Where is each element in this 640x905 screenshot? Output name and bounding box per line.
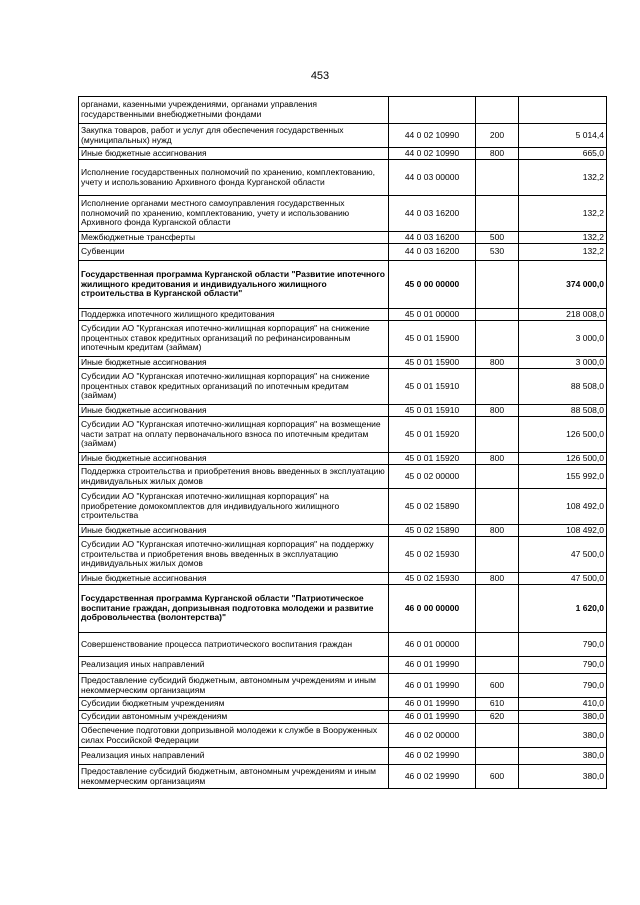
table-row	[79, 97, 607, 124]
row-code: 45 0 02 15890	[389, 489, 476, 525]
table-row	[79, 698, 607, 711]
row-name: Исполнение органами местного самоуправления государственных полномочий по хранению, комплектованию, учету и использованию Архивного фонда Курганской области	[79, 196, 389, 232]
row-name: Исполнение государственных полномочий по хранению, комплектованию, учету и использованию Архивного фонда Курганской области	[79, 160, 389, 196]
row-expense-type	[476, 633, 519, 657]
row-amount: 155 992,0	[519, 465, 607, 489]
row-name: Субсидии АО "Курганская ипотечно-жилищная корпорация" на приобретение домокомплектов для индивидуального жилищного строительства	[79, 489, 389, 525]
table-row	[79, 453, 607, 465]
row-amount: 380,0	[519, 748, 607, 765]
row-expense-type: 800	[476, 357, 519, 369]
row-expense-type: 600	[476, 765, 519, 789]
row-code: 45 0 01 00000	[389, 309, 476, 321]
row-code: 45 0 01 15910	[389, 405, 476, 417]
row-amount: 410,0	[519, 698, 607, 711]
row-name: Обеспечение подготовки допризывной молодежи к службе в Вооруженных силах Российской Федерации	[79, 724, 389, 748]
row-name: Субвенции	[79, 244, 389, 261]
row-code: 46 0 02 00000	[389, 724, 476, 748]
row-code: 45 0 02 15890	[389, 525, 476, 537]
table-row	[79, 765, 607, 789]
row-code: 44 0 03 16200	[389, 232, 476, 244]
row-expense-type	[476, 321, 519, 357]
row-name: Иные бюджетные ассигнования	[79, 525, 389, 537]
row-amount: 665,0	[519, 148, 607, 160]
row-amount: 790,0	[519, 674, 607, 698]
row-name: Иные бюджетные ассигнования	[79, 148, 389, 160]
page-number: 453	[310, 70, 330, 82]
row-expense-type: 800	[476, 148, 519, 160]
row-expense-type	[476, 585, 519, 633]
row-code: 46 0 02 19990	[389, 748, 476, 765]
table-row	[79, 261, 607, 309]
table-row	[79, 417, 607, 453]
table-row	[79, 674, 607, 698]
row-code: 46 0 01 19990	[389, 698, 476, 711]
row-name: Реализация иных направлений	[79, 748, 389, 765]
row-expense-type	[476, 748, 519, 765]
row-name: Реализация иных направлений	[79, 657, 389, 674]
budget-table-body	[79, 97, 607, 789]
row-expense-type	[476, 724, 519, 748]
row-name: Иные бюджетные ассигнования	[79, 453, 389, 465]
table-row	[79, 124, 607, 148]
row-expense-type	[476, 196, 519, 232]
row-name: Иные бюджетные ассигнования	[79, 573, 389, 585]
row-code: 45 0 01 15920	[389, 417, 476, 453]
table-row	[79, 489, 607, 525]
row-name: Совершенствование процесса патриотического воспитания граждан	[79, 633, 389, 657]
row-code: 45 0 00 00000	[389, 261, 476, 309]
table-row	[79, 405, 607, 417]
row-code: 46 0 01 19990	[389, 711, 476, 724]
row-name: Государственная программа Курганской области "Развитие ипотечного жилищного кредитования и индивидуального жилищного строительства в Курганской области"	[79, 261, 389, 309]
table-row	[79, 573, 607, 585]
table-row	[79, 160, 607, 196]
row-expense-type: 530	[476, 244, 519, 261]
row-code: 46 0 01 19990	[389, 657, 476, 674]
row-amount: 132,2	[519, 244, 607, 261]
row-expense-type: 800	[476, 453, 519, 465]
table-row	[79, 369, 607, 405]
row-expense-type: 800	[476, 405, 519, 417]
row-amount	[519, 97, 607, 124]
row-code: 45 0 01 15910	[389, 369, 476, 405]
row-code: 45 0 02 15930	[389, 573, 476, 585]
row-expense-type	[476, 417, 519, 453]
row-expense-type	[476, 657, 519, 674]
row-name: Субсидии АО "Курганская ипотечно-жилищная корпорация" на возмещение части затрат на оплату первоначального взноса по ипотечным кредитам (займам)	[79, 417, 389, 453]
row-expense-type	[476, 309, 519, 321]
table-row	[79, 537, 607, 573]
table-row	[79, 748, 607, 765]
row-expense-type	[476, 465, 519, 489]
table-row	[79, 585, 607, 633]
row-code: 46 0 02 19990	[389, 765, 476, 789]
row-expense-type	[476, 537, 519, 573]
row-amount: 88 508,0	[519, 369, 607, 405]
row-code: 44 0 03 00000	[389, 160, 476, 196]
row-amount: 5 014,4	[519, 124, 607, 148]
row-code: 45 0 02 00000	[389, 465, 476, 489]
table-row	[79, 321, 607, 357]
table-row	[79, 244, 607, 261]
row-amount: 3 000,0	[519, 357, 607, 369]
row-amount: 132,2	[519, 196, 607, 232]
table-row	[79, 196, 607, 232]
row-amount: 108 492,0	[519, 489, 607, 525]
row-code	[389, 97, 476, 124]
row-expense-type: 800	[476, 573, 519, 585]
row-name: Предоставление субсидий бюджетным, автономным учреждениям и иным некоммерческим организациям	[79, 674, 389, 698]
row-expense-type: 600	[476, 674, 519, 698]
row-name: Иные бюджетные ассигнования	[79, 405, 389, 417]
row-name: Закупка товаров, работ и услуг для обеспечения государственных (муниципальных) нужд	[79, 124, 389, 148]
row-name: Государственная программа Курганской области "Патриотическое воспитание граждан, допризывная подготовка молодежи и развитие добровольчества (волонтерства)"	[79, 585, 389, 633]
row-expense-type: 800	[476, 525, 519, 537]
row-amount: 374 000,0	[519, 261, 607, 309]
row-amount: 126 500,0	[519, 417, 607, 453]
row-expense-type: 500	[476, 232, 519, 244]
row-name: Субсидии АО "Курганская ипотечно-жилищная корпорация" на поддержку строительства и приобретения вновь введенных в эксплуатацию индивидуальных жилых домов	[79, 537, 389, 573]
table-row	[79, 465, 607, 489]
row-code: 46 0 01 00000	[389, 633, 476, 657]
row-name: Иные бюджетные ассигнования	[79, 357, 389, 369]
row-amount: 132,2	[519, 232, 607, 244]
row-amount: 1 620,0	[519, 585, 607, 633]
row-amount: 108 492,0	[519, 525, 607, 537]
row-name: Межбюджетные трансферты	[79, 232, 389, 244]
row-code: 44 0 02 10990	[389, 148, 476, 160]
table-row	[79, 148, 607, 160]
row-amount: 132,2	[519, 160, 607, 196]
row-code: 44 0 03 16200	[389, 244, 476, 261]
row-code: 45 0 02 15930	[389, 537, 476, 573]
row-expense-type	[476, 160, 519, 196]
row-expense-type	[476, 489, 519, 525]
table-row	[79, 525, 607, 537]
row-code: 46 0 00 00000	[389, 585, 476, 633]
row-amount: 380,0	[519, 724, 607, 748]
row-amount: 3 000,0	[519, 321, 607, 357]
table-row	[79, 232, 607, 244]
row-code: 46 0 01 19990	[389, 674, 476, 698]
table-row	[79, 357, 607, 369]
row-expense-type	[476, 97, 519, 124]
budget-table	[78, 96, 607, 789]
row-amount: 47 500,0	[519, 537, 607, 573]
row-name: Субсидии бюджетным учреждениям	[79, 698, 389, 711]
table-row	[79, 309, 607, 321]
row-name: Субсидии АО "Курганская ипотечно-жилищная корпорация" на снижение процентных ставок кредитных организаций по ипотечным кредитам (займам)	[79, 369, 389, 405]
row-name: органами, казенными учреждениями, органами управления государственными внебюджетными фондами	[79, 97, 389, 124]
row-name: Субсидии АО "Курганская ипотечно-жилищная корпорация" на снижение процентных ставок кредитных организаций по рефинансированным ипотечным кредитам (займам)	[79, 321, 389, 357]
row-expense-type: 620	[476, 711, 519, 724]
row-code: 44 0 02 10990	[389, 124, 476, 148]
row-code: 44 0 03 16200	[389, 196, 476, 232]
row-expense-type: 610	[476, 698, 519, 711]
table-row	[79, 657, 607, 674]
row-expense-type	[476, 261, 519, 309]
table-row	[79, 711, 607, 724]
row-name: Субсидии автономным учреждениям	[79, 711, 389, 724]
row-amount: 47 500,0	[519, 573, 607, 585]
table-row	[79, 724, 607, 748]
row-amount: 380,0	[519, 711, 607, 724]
row-expense-type: 200	[476, 124, 519, 148]
row-expense-type	[476, 369, 519, 405]
row-amount: 126 500,0	[519, 453, 607, 465]
row-code: 45 0 01 15900	[389, 357, 476, 369]
row-code: 45 0 01 15920	[389, 453, 476, 465]
row-name: Предоставление субсидий бюджетным, автономным учреждениям и иным некоммерческим организациям	[79, 765, 389, 789]
row-amount: 218 008,0	[519, 309, 607, 321]
row-code: 45 0 01 15900	[389, 321, 476, 357]
row-amount: 88 508,0	[519, 405, 607, 417]
row-name: Поддержка ипотечного жилищного кредитования	[79, 309, 389, 321]
row-name: Поддержка строительства и приобретения вновь введенных в эксплуатацию индивидуальных жилых домов	[79, 465, 389, 489]
row-amount: 790,0	[519, 633, 607, 657]
row-amount: 380,0	[519, 765, 607, 789]
table-row	[79, 633, 607, 657]
row-amount: 790,0	[519, 657, 607, 674]
